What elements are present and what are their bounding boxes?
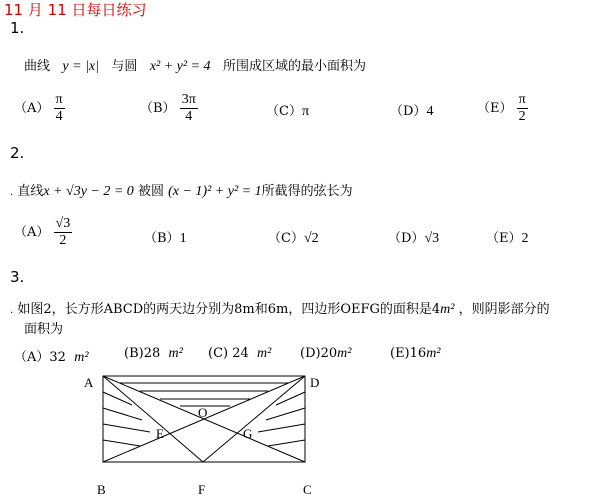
hatch-line	[103, 408, 142, 420]
q1-option-a-fraction: $\frac{\pi}{4}$	[55, 92, 63, 124]
hatch-line	[266, 408, 305, 420]
q3-option-d: (D)20m²	[300, 346, 352, 361]
q1-option-e-fraction: $\frac{\pi}{2}$	[518, 92, 526, 124]
q3-option-a: （A）32 m²	[14, 350, 89, 365]
q2-text-b: 被圆	[137, 184, 164, 199]
q2-option-c: （C）√2	[268, 231, 319, 246]
q1-option-e: （E） $\frac{\pi}{2}$	[477, 92, 526, 124]
q2-option-d: （D）√3	[388, 231, 440, 246]
q3-option-e: (E)16m²	[390, 346, 441, 361]
question-3-line-1: . 如图2，长方形ABCD的两天边分别为8m和6m，四边形OEFG的面积是4m² ，则阴影部分的	[10, 302, 550, 317]
q3-line1-text: 如图2，长方形ABCD的两天边分别为8m和6m，四边形OEFG的面积是4	[17, 302, 441, 317]
question-1-number: 1.	[10, 19, 25, 37]
q3-option-c: (C) 24 m²	[208, 346, 272, 361]
label-e: E	[156, 426, 164, 441]
label-g: G	[243, 426, 253, 441]
q2-text-c: 所截得的弦长为	[261, 184, 353, 199]
q1-text-c: 所围成区域的最小面积为	[222, 59, 366, 74]
q3-line1-unit: m²	[440, 302, 455, 317]
q2-option-a-fraction: $\frac{√3}{2}$	[55, 216, 71, 248]
q2-option-e: （E）2	[486, 231, 529, 246]
q1-text-b: 与圆	[111, 59, 138, 74]
hatch-line	[276, 392, 305, 405]
q1-equation-1: y = |x|	[62, 59, 99, 74]
q2-equation-2: (x − 1)² + y² = 1	[168, 184, 262, 199]
q2-option-a: （A） $\frac{√3}{2}$	[14, 216, 71, 248]
label-a: A	[84, 375, 94, 390]
hatch-line	[103, 392, 132, 405]
q1-option-c: （C）π	[266, 104, 310, 119]
q2-equation-1: x + √3y − 2 = 0	[43, 184, 134, 199]
hatch-line	[268, 440, 305, 446]
label-f: F	[198, 482, 206, 497]
hatch-line	[103, 440, 140, 446]
question-2-number: 2.	[10, 144, 25, 162]
q2-text-a: 直线	[17, 184, 44, 199]
question-2-text: . 直线x + √3y − 2 = 0 被圆 (x − 1)² + y² = 1所截得的弦长为	[10, 184, 353, 199]
hatch-line	[103, 424, 150, 432]
q1-option-b-fraction: $\frac{3\pi}{4}$	[181, 92, 196, 124]
label-b: B	[97, 482, 106, 497]
line-df	[203, 376, 305, 462]
q3-option-b: (B)28 m²	[124, 346, 183, 361]
q2-option-b: （B）1	[144, 231, 187, 246]
hatch-line	[258, 424, 305, 432]
q1-text-a: 曲线	[24, 59, 51, 74]
q1-option-d: （D）4	[390, 104, 434, 119]
line-af	[103, 376, 203, 462]
page-title: 11 月 11 日每日练习	[4, 1, 147, 19]
label-c: C	[303, 482, 312, 497]
q1-option-b: （B） $\frac{3\pi}{4}$	[140, 92, 196, 124]
label-o: O	[198, 405, 208, 420]
label-d: D	[310, 375, 320, 390]
q3-line1-text-b: ，则阴影部分的	[458, 302, 550, 317]
q1-equation-2: x² + y² = 4	[149, 59, 211, 74]
question-3-number: 3.	[10, 268, 25, 286]
question-3-line-2: 面积为	[24, 322, 64, 337]
q1-option-a: （A） $\frac{\pi}{4}$	[14, 92, 63, 124]
